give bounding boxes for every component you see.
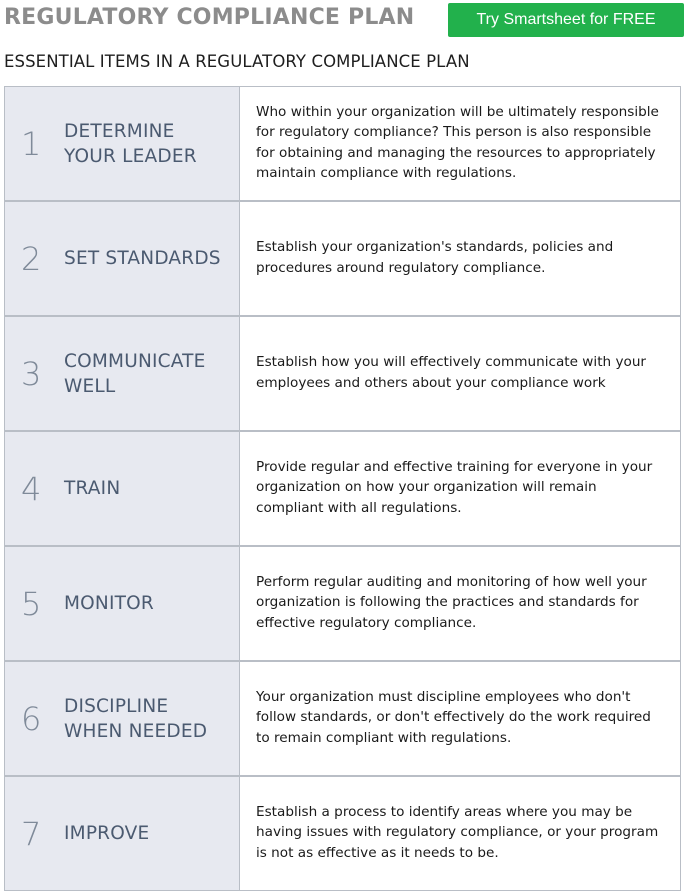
step-number: 3 [21, 354, 42, 393]
step-number: 7 [21, 814, 42, 853]
step-title: IMPROVE [64, 823, 150, 844]
step-label-cell [5, 662, 240, 775]
step-label-cell [5, 87, 240, 200]
step-title: DETERMINE YOUR LEADER [64, 120, 197, 167]
step-number: 1 [21, 124, 42, 163]
step-title: MONITOR [64, 593, 154, 614]
step-label-cell [5, 202, 240, 315]
step-description: Establish how you will effectively communicate with your employees and others about your compliance work [256, 354, 647, 391]
table-row [5, 87, 680, 202]
step-description-cell [240, 87, 680, 200]
step-label-cell [5, 317, 240, 430]
step-number: 5 [21, 584, 42, 623]
step-label-cell [5, 547, 240, 660]
step-title: TRAIN [64, 478, 121, 499]
step-label-cell [5, 777, 240, 890]
table-row [5, 317, 680, 432]
step-description: Who within your organization will be ultimately responsible for regulatory compliance? This person is also responsible for obtaining and managing the resources to appropriately maintain compliance with regulations. [256, 104, 659, 181]
step-number: 4 [21, 469, 42, 508]
step-description-cell [240, 547, 680, 660]
table-row [5, 662, 680, 777]
table-row [5, 432, 680, 547]
step-description: Establish a process to identify areas where you may be having issues with regulatory compliance, or your program is not as effective as it needs to be. [256, 804, 659, 861]
step-title: DISCIPLINE WHEN NEEDED [64, 695, 208, 742]
step-number: 6 [21, 699, 42, 738]
step-description: Provide regular and effective training for everyone in your organization on how your organization will remain compliant with all regulations. [256, 459, 653, 516]
step-number: 2 [21, 239, 42, 278]
header [0, 0, 685, 40]
compliance-steps-table [4, 86, 681, 891]
step-description-cell [240, 202, 680, 315]
page-subtitle: ESSENTIAL ITEMS IN A REGULATORY COMPLIANCE PLAN [4, 52, 470, 71]
step-description: Establish your organization's standards, policies and procedures around regulatory compliance. [256, 239, 614, 276]
step-title: SET STANDARDS [64, 248, 221, 269]
table-row [5, 547, 680, 662]
try-smartsheet-button[interactable]: Try Smartsheet for FREE [448, 3, 684, 37]
step-label-cell [5, 432, 240, 545]
step-title: COMMUNICATE WELL [64, 350, 206, 397]
table-row [5, 777, 680, 891]
page-title: REGULATORY COMPLIANCE PLAN [4, 5, 415, 30]
table-row [5, 202, 680, 317]
step-description: Perform regular auditing and monitoring of how well your organization is following the practices and standards for effective regulatory compliance. [256, 574, 647, 631]
step-description-cell [240, 662, 680, 775]
step-description: Your organization must discipline employees who don't follow standards, or don't effectively do the work required to remain compliant with regulations. [256, 689, 651, 746]
step-description-cell [240, 432, 680, 545]
step-description-cell [240, 317, 680, 430]
step-description-cell [240, 777, 680, 890]
